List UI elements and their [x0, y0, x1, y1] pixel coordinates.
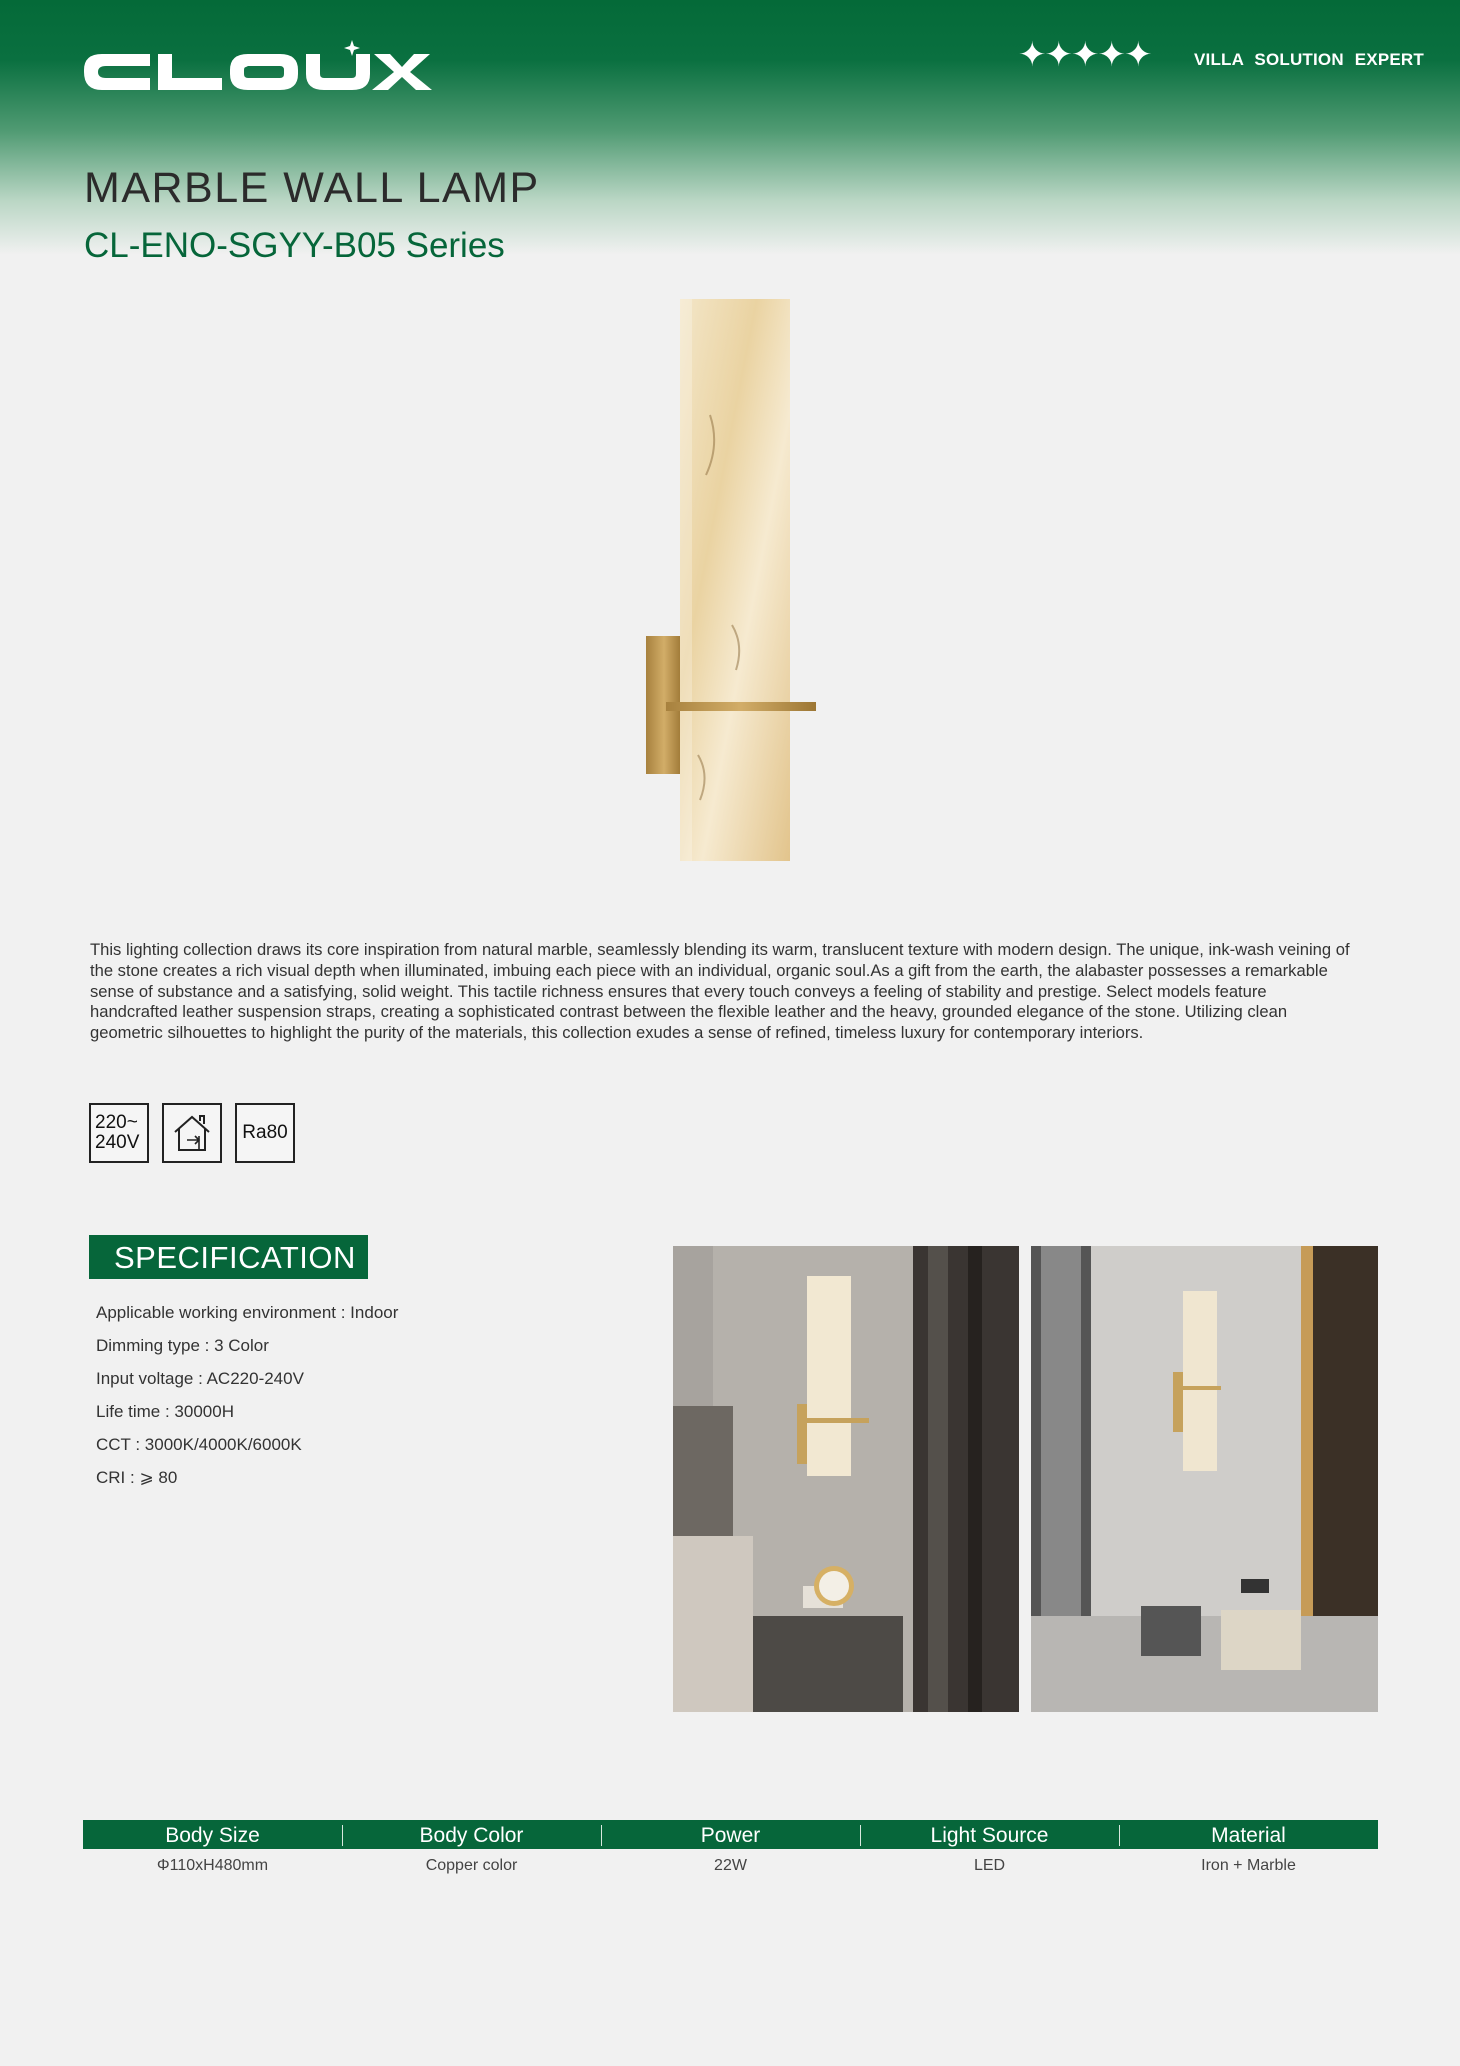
- spec-item: Dimming type : 3 Color: [96, 1336, 269, 1355]
- spec-item: CCT : 3000K/4000K/6000K: [96, 1435, 302, 1454]
- table-header-cell: Power: [601, 1820, 860, 1849]
- table-header-row: [83, 1820, 1378, 1849]
- table-cell: Iron + Marble: [1201, 1857, 1296, 1874]
- table-row: [83, 1849, 1378, 1879]
- tagline: VILLA SOLUTION EXPERT: [1194, 50, 1424, 69]
- table-header-cell: Light Source: [860, 1820, 1119, 1849]
- voltage-badge-line2: 240V: [95, 1132, 140, 1153]
- five-stars-icon: ✦✦✦✦✦: [1018, 35, 1151, 75]
- table-cell: LED: [973, 1857, 1006, 1874]
- spec-item: Life time : 30000H: [96, 1402, 234, 1421]
- page-title: MARBLE WALL LAMP: [84, 164, 540, 212]
- cloux-logo: [84, 40, 436, 102]
- product-description: This lighting collection draws its core inspiration from natural marble, seamlessly blending its warm, translucent texture with modern design. The unique, ink-wash veining of the stone creates a rich visual depth when illuminated, imbuing each piece with an individual, organic soul.As a gift from the earth, the alabaster possesses a remarkable sense of substance and a satisfying, solid weight. This tactile richness ensures that every touch conveys a feeling of stability and prestige. Select models feature handcrafted leather suspension straps, creating a sophisticated contrast between the flexible leather and the heavy, grounded elegance of the stone. Utilizing clean geometric silhouettes to highlight the purity of the materials, this collection exudes a sense of refined, timeless luxury for contemporary interiors.: [90, 940, 1350, 1043]
- feature-badges: [89, 1103, 295, 1163]
- table-cell: Φ110xH480mm: [156, 1857, 269, 1874]
- specification-list: [96, 1302, 398, 1500]
- table-cell: 22W: [714, 1857, 747, 1874]
- table-header-cell: Body Size: [165, 1824, 260, 1847]
- specification-heading: SPECIFICATION: [89, 1235, 368, 1279]
- series-subtitle: CL-ENO-SGYY-B05 Series: [84, 226, 505, 265]
- spec-item: Applicable working environment : Indoor: [96, 1303, 399, 1322]
- marble-wall-lamp-image: [640, 295, 820, 865]
- table-cell: Copper color: [425, 1857, 518, 1874]
- table-header-cell: Body Color: [342, 1820, 601, 1849]
- voltage-badge: [89, 1103, 149, 1163]
- spec-item: CRI : ⩾ 80: [96, 1468, 178, 1487]
- voltage-badge-line1: 220~: [95, 1112, 138, 1133]
- spec-item: Input voltage : AC220-240V: [96, 1369, 304, 1388]
- bedroom-scene-photo: [673, 1246, 1019, 1712]
- indoor-house-icon: [162, 1103, 222, 1163]
- cri-badge: Ra80: [235, 1103, 295, 1163]
- product-spec-table: [83, 1820, 1378, 1879]
- header-band: [0, 0, 1460, 260]
- living-room-scene-photo: [1031, 1246, 1378, 1712]
- table-header-cell: Material: [1119, 1820, 1378, 1849]
